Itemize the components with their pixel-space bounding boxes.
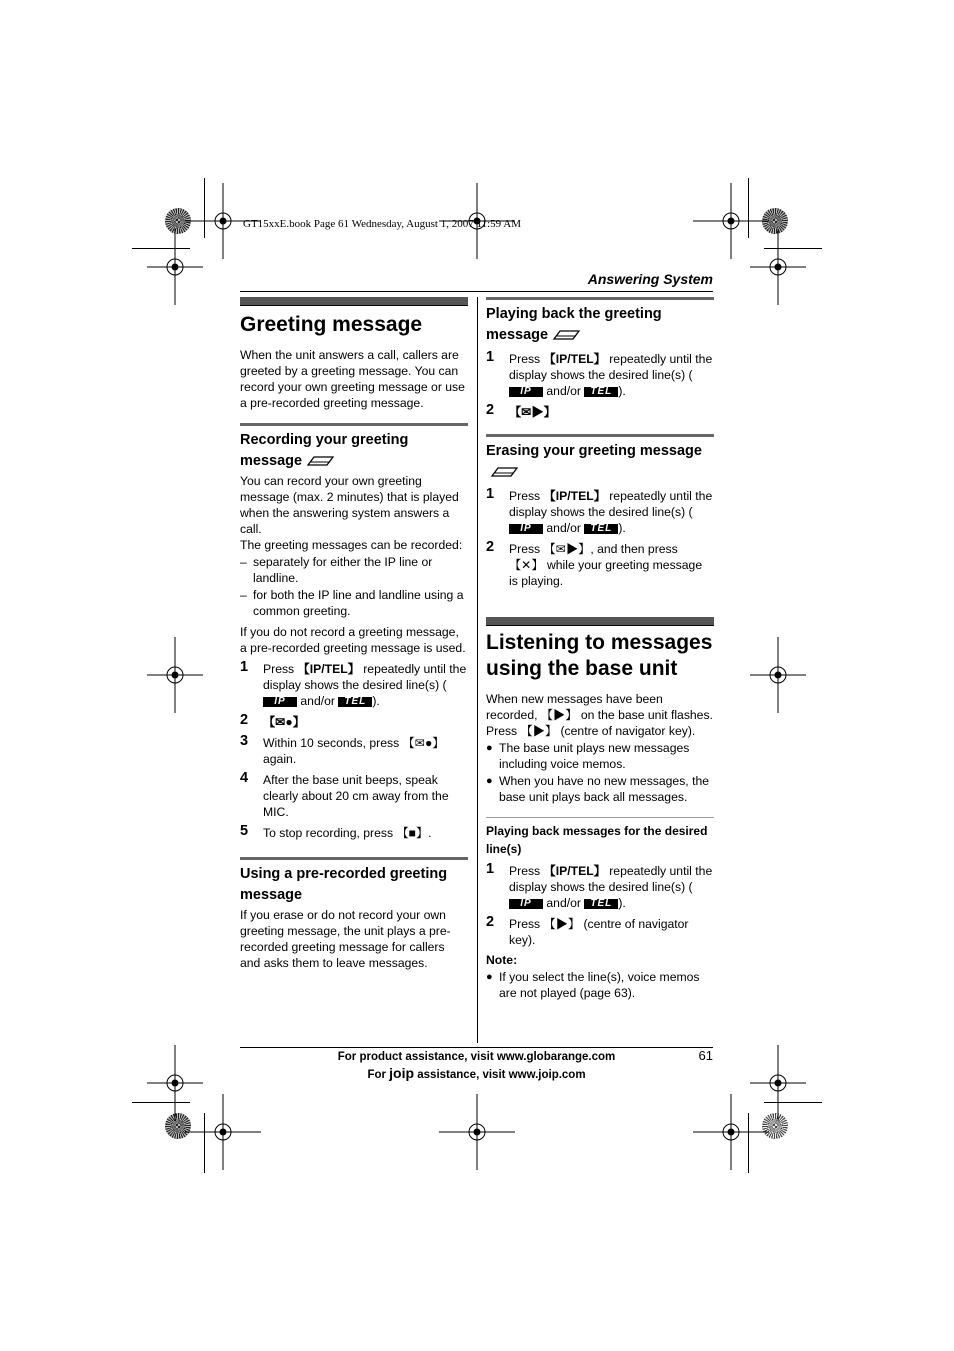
page-number: 61	[698, 1048, 713, 1063]
joip-logo: joip	[389, 1065, 415, 1081]
note-label: Note:	[486, 953, 518, 967]
footer-line-1: For product assistance, visit www.globarange.com	[337, 1051, 616, 1063]
subsection-bar	[486, 434, 714, 437]
list-item: – for both the IP line and landline using a common greeting.	[240, 588, 464, 618]
tel-badge: TEL	[584, 387, 618, 397]
playing-title: Playing back the greeting message	[486, 306, 662, 343]
footer	[240, 1049, 713, 1083]
list-item: ● When you have no new messages, the base unit plays back all messages.	[486, 774, 710, 804]
column-divider	[477, 297, 478, 1043]
recording-title: Recording your greeting message	[240, 432, 409, 469]
prerecorded-title: Using a pre-recorded greeting message	[240, 866, 448, 903]
recording-intro2: The greeting messages can be recorded:	[240, 538, 463, 552]
ip-badge: IP	[263, 697, 297, 707]
greeting-intro: When the unit answers a call, callers are greeted by a greeting message. You can record your own greeting message or use a pre-recorded greeting message.	[240, 348, 465, 410]
handset-icon	[306, 456, 334, 466]
step-1: 1 Press 【IP/TEL】 repeatedly until the display shows the desired line(s) (IP and/or TEL ).	[486, 486, 713, 535]
playback-sub-title: Playing back messages for the desired line(s)	[486, 824, 708, 856]
recording-intro1: You can record your own greeting message (max. 2 minutes) that is played when the answering system answers a call.	[240, 474, 459, 536]
list-item: – separately for either the IP line or landline.	[240, 555, 433, 585]
step-1: 1 Press 【IP/TEL】 repeatedly until the display shows the desired line(s) (IP and/or TEL ).	[486, 861, 713, 910]
right-column	[486, 297, 714, 1001]
tel-badge: TEL	[584, 524, 618, 534]
list-item: ● The base unit plays new messages including voice memos.	[486, 741, 690, 771]
handset-icon	[552, 330, 580, 340]
header-rule	[240, 291, 713, 292]
subsection-bar	[240, 423, 468, 426]
step-5: 5 To stop recording, press 【■】.	[240, 823, 432, 840]
step-2: 2 【✉▶】	[486, 402, 556, 419]
left-column	[240, 297, 468, 971]
ip-badge: IP	[509, 524, 543, 534]
footer-line-2: For joip assistance, visit www.joip.com	[367, 1065, 586, 1081]
note-item: ● If you select the line(s), voice memos are not played (page 63).	[486, 970, 700, 1000]
tel-badge: TEL	[338, 697, 372, 707]
tel-badge: TEL	[584, 899, 618, 909]
greeting-title: Greeting message	[240, 313, 423, 336]
prerecorded-text: If you erase or do not record your own greeting message, the unit plays a pre-recorded greeting message for callers and asks them to leave messages.	[240, 908, 451, 970]
step-4: 4 After the base unit beeps, speak clearly about 20 cm away from the MIC.	[240, 770, 449, 819]
divider	[486, 817, 714, 818]
erasing-title: Erasing your greeting message	[486, 441, 714, 483]
subsection-bar	[486, 297, 714, 300]
handset-icon	[490, 467, 518, 477]
listening-title: Listening to messages using the base unit	[486, 631, 713, 680]
section-bar	[486, 617, 714, 626]
subsection-bar	[240, 857, 468, 860]
ip-badge: IP	[509, 387, 543, 397]
book-info: GT15xxE.book Page 61 Wednesday, August 1, 2007 11:59 AM	[243, 218, 521, 230]
listening-intro: When new messages have been recorded, 【▶】 on the base unit flashes. Press 【▶】 (centre of navigator key).	[486, 692, 713, 738]
footer-rule	[240, 1047, 713, 1048]
ip-badge: IP	[509, 899, 543, 909]
step-1: 1 Press 【IP/TEL】 repeatedly until the display shows the desired line(s) (IP and/or TEL ).	[486, 349, 713, 398]
step-3: 3 Within 10 seconds, press 【✉●】 again.	[240, 733, 445, 766]
step-2: 2 【✉●】	[240, 712, 305, 729]
recording-intro3: If you do not record a greeting message, a pre-recorded greeting message is used.	[240, 625, 466, 655]
step-1: 1 Press 【IP/TEL】 repeatedly until the display shows the desired line(s) (IP and/or TEL ).	[240, 659, 467, 708]
section-header: Answering System	[587, 271, 713, 287]
step-2: 2 Press 【✉▶】, and then press 【✕】 while your greeting message is playing.	[486, 539, 703, 588]
section-bar	[240, 297, 468, 306]
step-2: 2 Press 【▶】 (centre of navigator key).	[486, 914, 689, 947]
